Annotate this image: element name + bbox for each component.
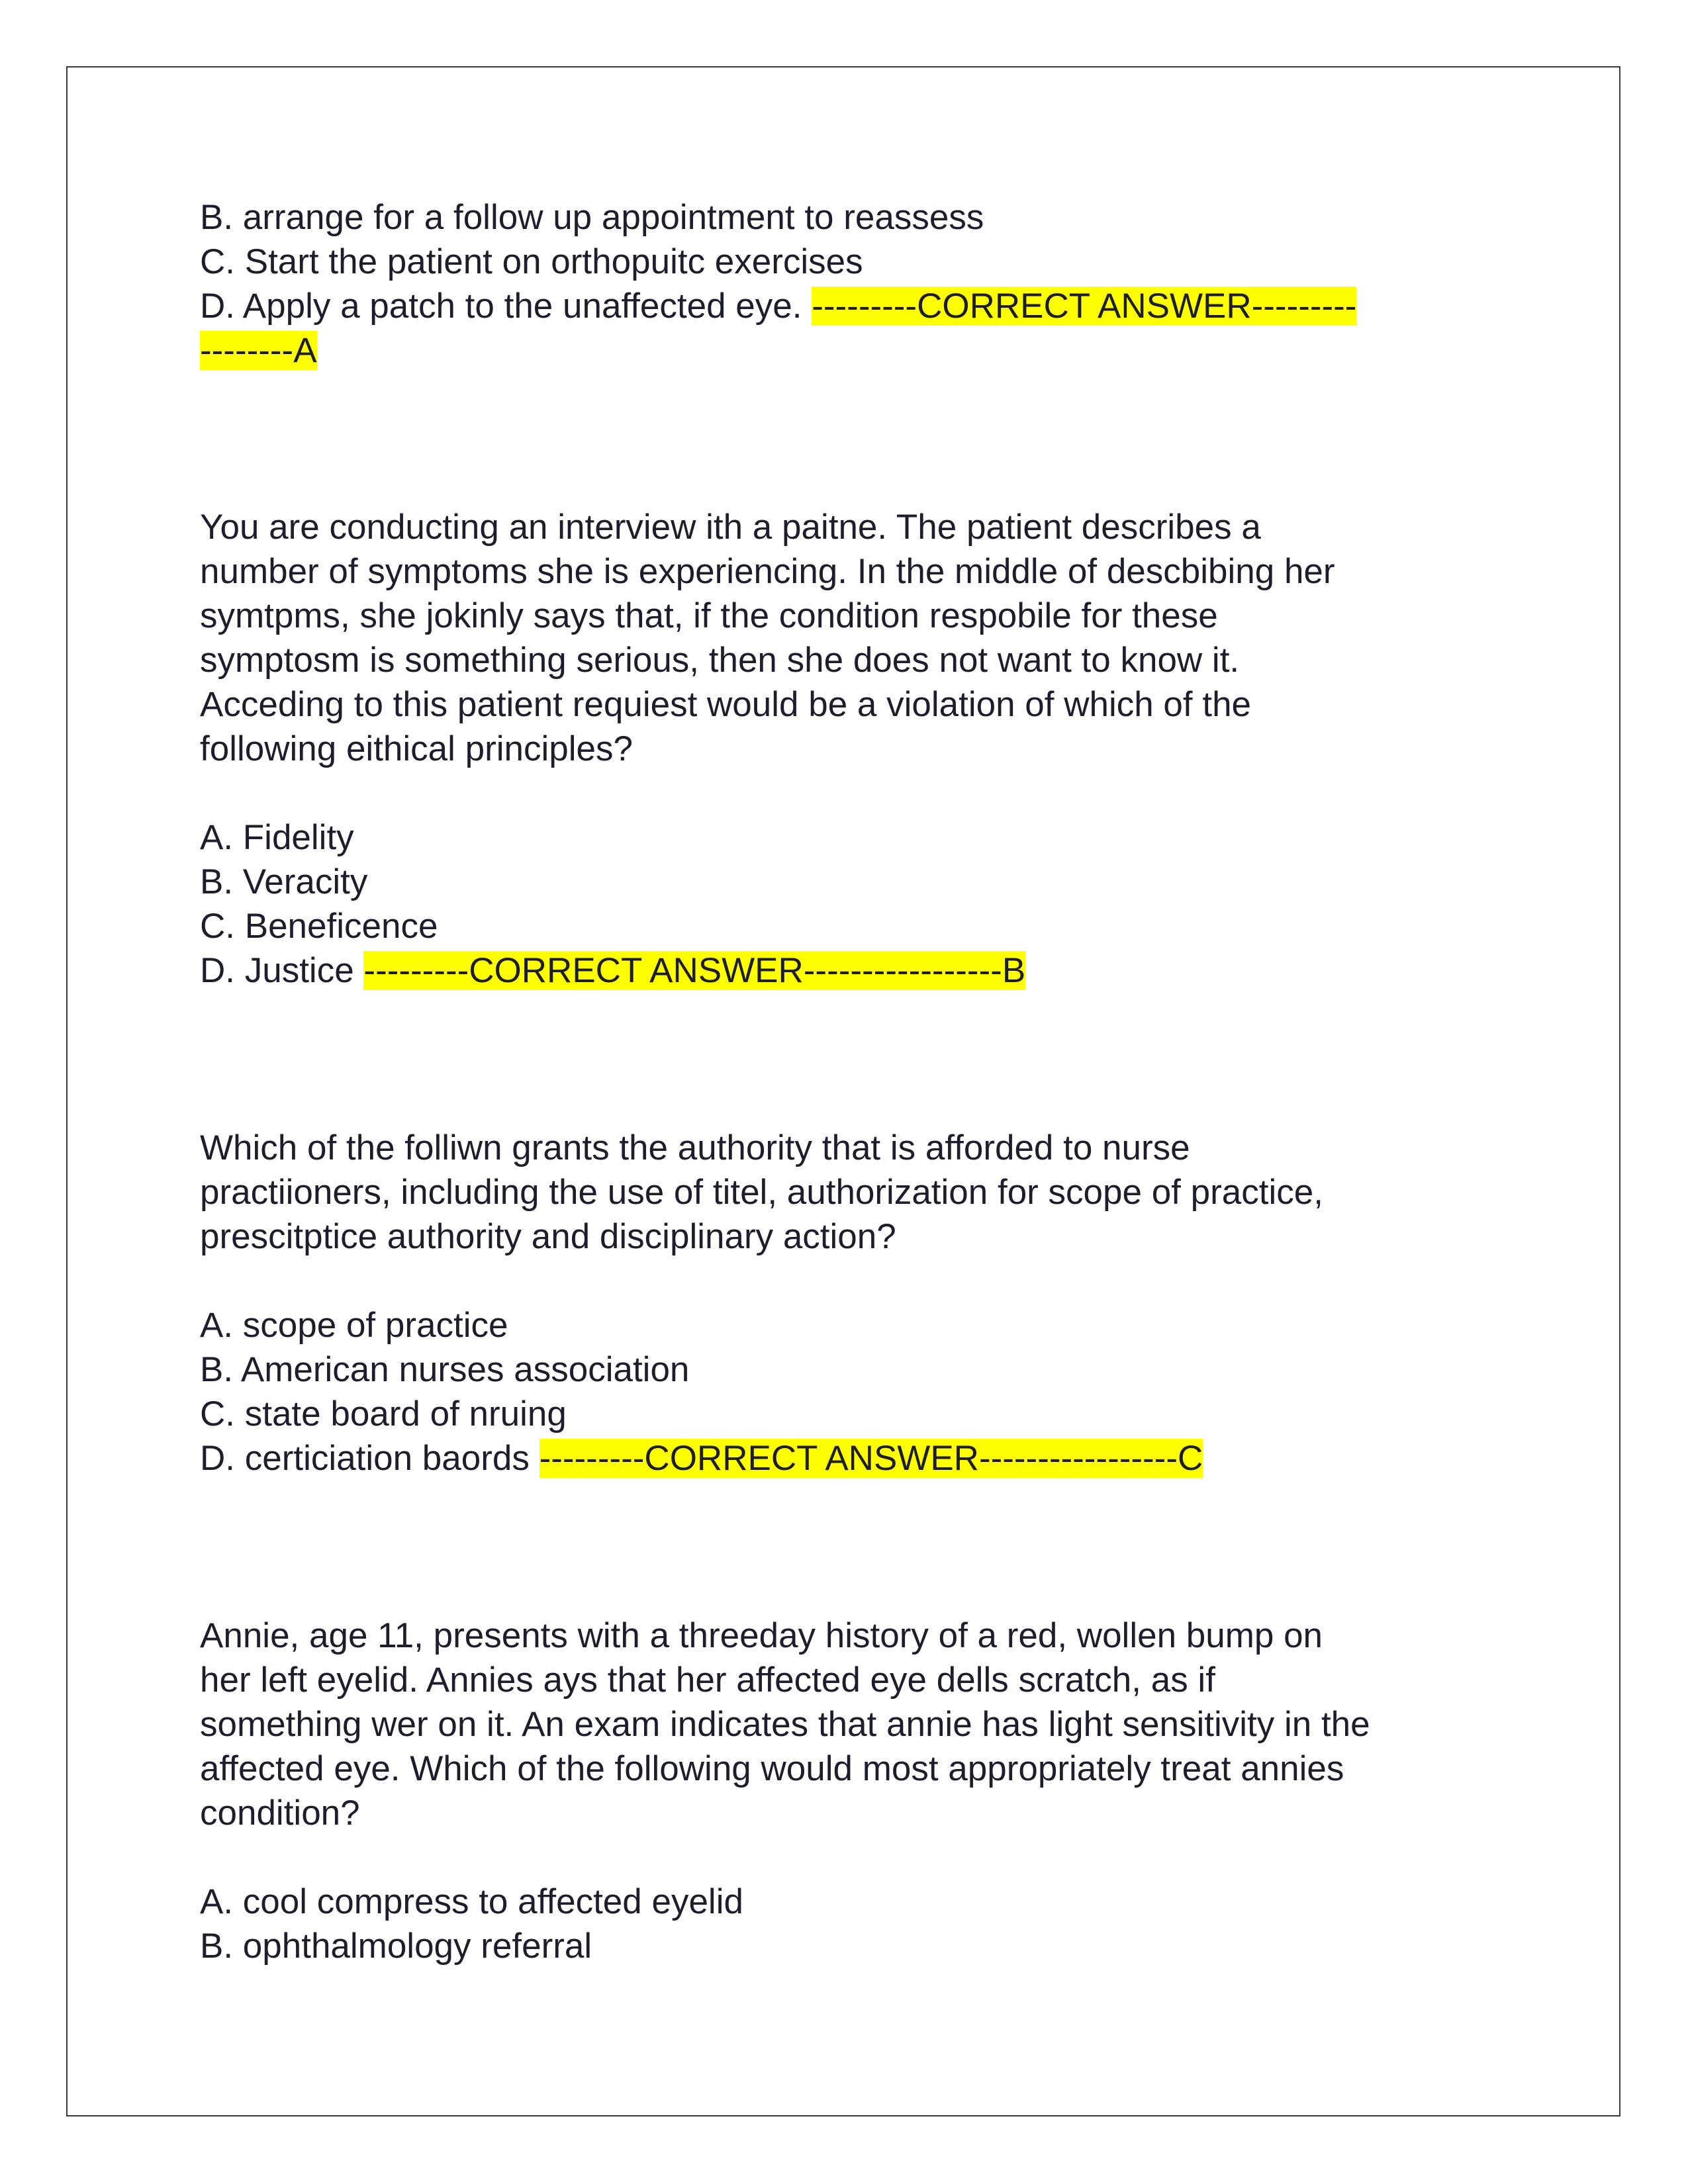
q1-option-d: D. Apply a patch to the unaffected eye. <box>200 287 802 326</box>
q4-stem-line: affected eye. Which of the following would most appropriately treat annies <box>200 1749 1344 1788</box>
q3-answer-highlight: ---------CORRECT ANSWER-----------------C <box>539 1439 1203 1478</box>
q2-stem-line: symtpms, she jokinly says that, if the condition respobile for these <box>200 596 1218 635</box>
q2-stem-line: number of symptoms she is experiencing. In the middle of descbibing her <box>200 552 1335 591</box>
spacer <box>200 1835 1497 1880</box>
q3-option-d-line <box>200 1436 1497 1480</box>
q1-option-c: C. Start the patient on orthopuitc exercises <box>200 242 863 281</box>
q4-stem-line: something wer on it. An exam indicates that annie has light sensitivity in the <box>200 1705 1370 1744</box>
q2-option-d-line <box>200 948 1497 993</box>
q4-stem-line: her left eyelid. Annies ays that her affected eye dells scratch, as if <box>200 1661 1215 1700</box>
q2-stem-line: following eithical principles? <box>200 729 633 768</box>
spacer <box>200 993 1497 1126</box>
q4-stem-line: condition? <box>200 1794 360 1833</box>
question-3 <box>200 1126 1497 1480</box>
q3-option-c: C. state board of nruing <box>200 1394 567 1433</box>
q3-option-a: A. scope of practice <box>200 1306 508 1345</box>
q2-stem-line: Acceding to this patient requiest would be a violation of which of the <box>200 685 1252 724</box>
q2-stem-line: You are conducting an interview ith a paitne. The patient describes a <box>200 508 1261 547</box>
q1-answer-highlight-continued: --------A <box>200 331 317 370</box>
q3-stem-line: practiioners, including the use of titel, authorization for scope of practice, <box>200 1173 1323 1212</box>
q1-option-d-line <box>200 284 1497 328</box>
spacer <box>200 373 1497 505</box>
q2-option-a: A. Fidelity <box>200 818 354 857</box>
q1-option-b: B. arrange for a follow up appointment to reassess <box>200 198 984 237</box>
spacer <box>200 771 1497 815</box>
q2-answer-highlight: ---------CORRECT ANSWER-----------------B <box>363 951 1026 990</box>
spacer <box>200 1480 1497 1614</box>
q2-option-b: B. Veracity <box>200 862 368 901</box>
q1-answer-highlight: ---------CORRECT ANSWER--------- <box>812 287 1357 326</box>
q2-option-c: C. Beneficence <box>200 907 438 946</box>
document-body <box>200 195 1497 1968</box>
q2-stem-line: symptosm is something serious, then she does not want to know it. <box>200 641 1240 680</box>
q1-answer-line-2 <box>200 328 1497 373</box>
q4-option-a: A. cool compress to affected eyelid <box>200 1882 743 1921</box>
q4-stem-line: Annie, age 11, presents with a threeday history of a red, wollen bump on <box>200 1616 1323 1655</box>
q4-option-b: B. ophthalmology referral <box>200 1927 592 1966</box>
q3-option-d: D. certiciation baords <box>200 1439 530 1478</box>
question-4 <box>200 1614 1497 1968</box>
q2-option-d: D. Justice <box>200 951 354 990</box>
question-2 <box>200 505 1497 993</box>
q3-stem-line: Which of the folliwn grants the authority that is afforded to nurse <box>200 1128 1190 1167</box>
question-1-continued <box>200 195 1497 373</box>
q3-option-b: B. American nurses association <box>200 1350 690 1389</box>
spacer <box>200 1259 1497 1303</box>
q3-stem-line: prescitptice authority and disciplinary action? <box>200 1217 896 1256</box>
